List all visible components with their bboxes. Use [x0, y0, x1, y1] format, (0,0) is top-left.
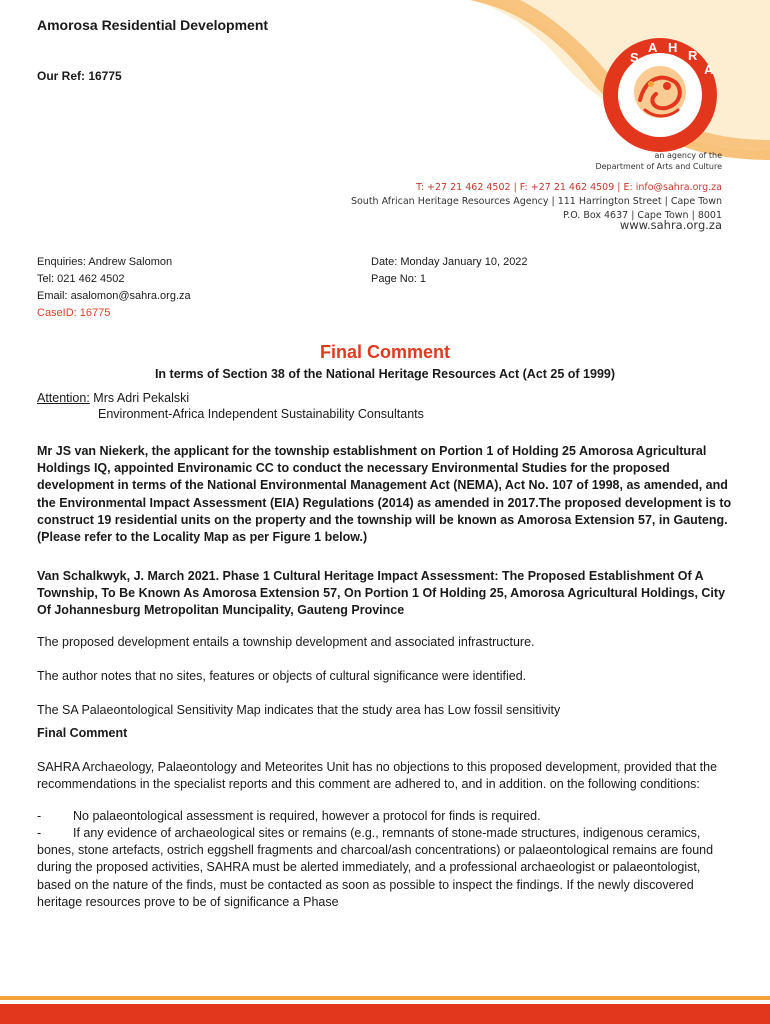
agency-website[interactable]: www.sahra.org.za: [619, 218, 722, 232]
footer-stripe-red: [0, 1004, 770, 1024]
agency-line1: an agency of the: [654, 151, 722, 160]
logo-letter-s: S: [630, 50, 639, 65]
email[interactable]: Email: asalomon@sahra.org.za: [37, 290, 191, 302]
agency-line2: Department of Arts and Culture: [595, 162, 722, 171]
case-id: CaseID: 16775: [37, 307, 111, 319]
paragraph-3: The SA Palaeontological Sensitivity Map indicates that the study area has Low fossil sensitivity: [37, 703, 561, 717]
condition-text: No palaeontological assessment is required, however a protocol for finds is required.: [73, 809, 541, 823]
agency-contact: T: +27 21 462 4502 | F: +27 21 462 4509 | E: info@sahra.org.za: [416, 182, 722, 193]
date: Date: Monday January 10, 2022: [371, 256, 528, 268]
paragraph-4: SAHRA Archaeology, Palaeontology and Meteorites Unit has no objections to this proposed development, provided that the recommendations in the specialist reports and this comment are adhered to, and in addition. on the following conditions:: [37, 760, 718, 792]
page-number: Page No: 1: [371, 273, 427, 285]
enquiries: Enquiries: Andrew Salomon: [37, 256, 173, 268]
footer-stripe-orange: [0, 996, 770, 1000]
sahra-logo: [603, 38, 717, 152]
attention-label: Attention:: [37, 391, 90, 405]
paragraph-2: The author notes that no sites, features or objects of cultural significance were identified.: [37, 669, 527, 683]
bullet-dash: -: [37, 826, 42, 840]
bullet-dash: -: [37, 809, 42, 823]
attention-company: Environment-Africa Independent Sustainability Consultants: [98, 407, 424, 421]
logo-letter-r: R: [688, 48, 698, 63]
report-reference: Van Schalkwyk, J. March 2021. Phase 1 Cultural Heritage Impact Assessment: The Proposed Establishment Of A Township, To Be Known As Amorosa Extension 57, On Portion 1 Of Holding 25, Amorosa Agricultural Holdings, City Of Johannesburg Metropolitan Muncipality, Gauteng Province: [37, 569, 726, 618]
logo-letter-a2: A: [704, 62, 714, 77]
agency-address1: South African Heritage Resources Agency | 111 Harrington Street | Cape Town: [350, 196, 722, 207]
logo-letter-a: A: [648, 40, 658, 55]
agency-address2: P.O. Box 4637 | Cape Town | 8001: [562, 210, 722, 221]
enquiries-block: [37, 254, 191, 322]
agency-note: [595, 150, 722, 172]
attention-line: [37, 390, 189, 407]
attention-name: Mrs Adri Pekalski: [89, 391, 190, 405]
agency-address: [351, 181, 722, 223]
page-subtitle: In terms of Section 38 of the National Heritage Resources Act (Act 25 of 1999): [154, 367, 616, 381]
our-ref: Our Ref: 16775: [37, 69, 122, 83]
document-org-title: Amorosa Residential Development: [37, 17, 269, 33]
paragraph-1: The proposed development entails a township development and associated infrastructure.: [37, 635, 535, 649]
condition-item: [37, 825, 737, 911]
date-block: [371, 254, 528, 288]
condition-item: [37, 808, 737, 825]
logo-letter-h: H: [668, 40, 678, 55]
condition-text: If any evidence of archaeological sites or remains (e.g., remnants of stone-made structures, indigenous ceramics, bones, stone artefacts, ostrich eggshell fragments and charcoal/ash concentrations) or palaeontological remains are found during the proposed activities, SAHRA must be alerted immediately, and a professional archaeologist or palaeontologist, based on the nature of the finds, must be contacted as soon as possible to inspect the findings. If the newly discovered heritage resources prove to be of significance a Phase: [37, 826, 714, 909]
final-comment-heading: Final Comment: [37, 726, 128, 740]
page-title: Final Comment: [319, 342, 450, 362]
intro-paragraph: Mr JS van Niekerk, the applicant for the township establishment on Portion 1 of Holding 25 Amorosa Agricultural Holdings IQ, appointed Environamic CC to conduct the necessary Environmental Studies for the proposed development in terms of the National Environmental Management Act (NEMA), Act No. 107 of 1998, as amended, and the Environmental Impact Assessment (EIA) Regulations (2014) as amended in 2017.The proposed development is to construct 19 residential units on the property and the township will be known as Amorosa Extension 57, in Gauteng. (Please refer to the Locality Map as per Figure 1 below.): [37, 444, 732, 545]
telephone: Tel: 021 462 4502: [37, 273, 125, 285]
